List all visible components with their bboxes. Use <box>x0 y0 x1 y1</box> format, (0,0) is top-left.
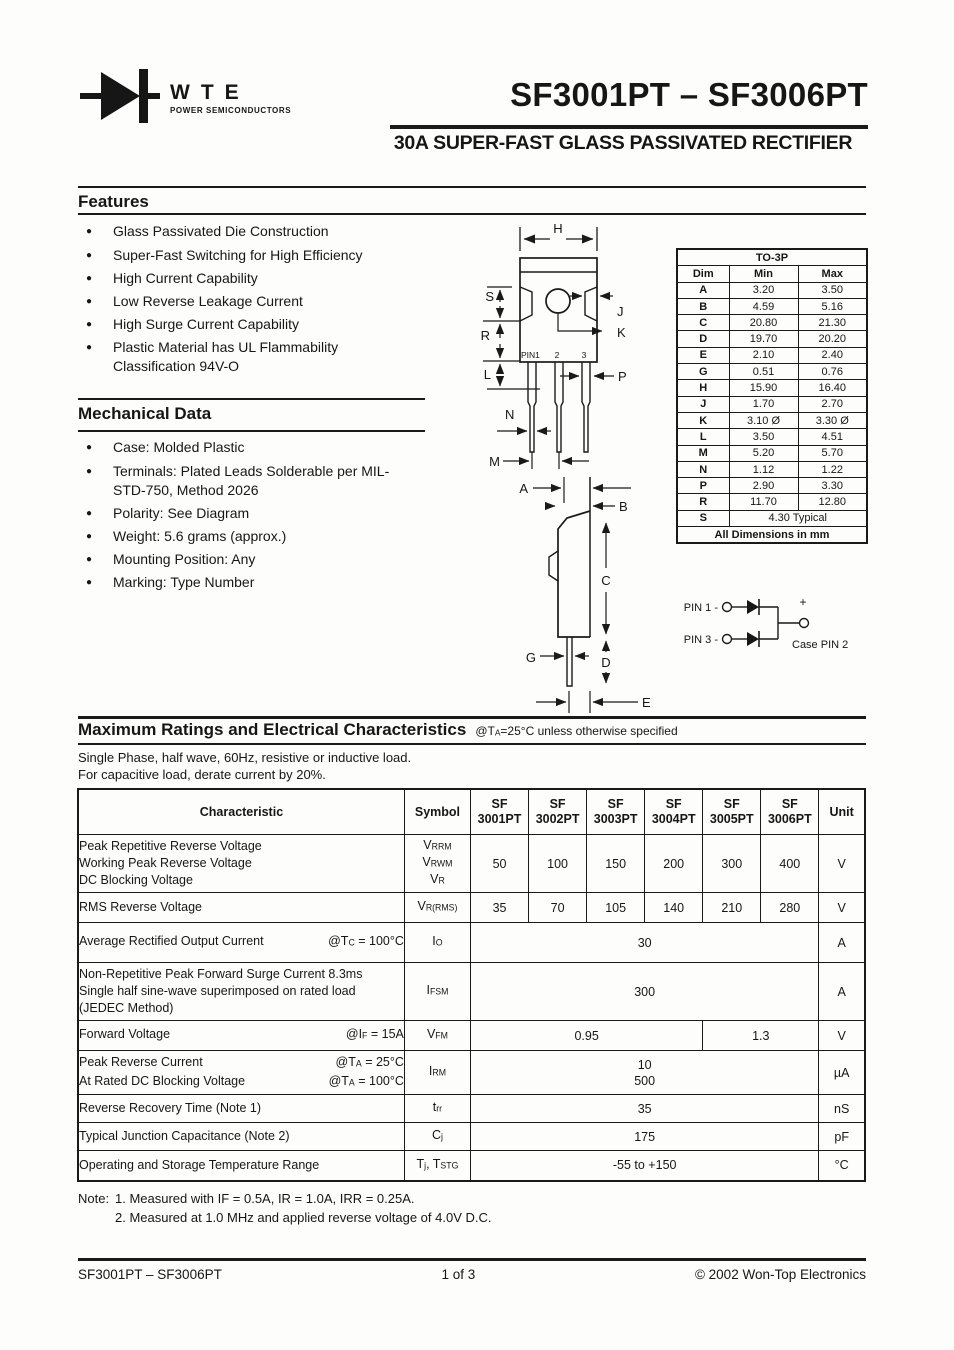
dim-min-cell: 1.12 <box>729 461 798 477</box>
symbol-cell <box>404 1051 470 1095</box>
dim-max-cell: 3.30 Ø <box>798 412 867 428</box>
value-line: 10 <box>637 1057 652 1072</box>
dim-typical-cell: 4.30 Typical <box>729 510 867 526</box>
ratings-heading-row <box>78 720 866 740</box>
characteristic-cell <box>78 1151 404 1181</box>
value-cell: 175 <box>470 1123 818 1151</box>
brand-name: WTE <box>170 81 250 104</box>
dim-label-n: N <box>505 407 515 422</box>
dim-table-row <box>677 380 867 396</box>
dim-max-cell: 16.40 <box>798 380 867 396</box>
symbol-text: trr <box>432 1100 443 1115</box>
value-cell: 140 <box>645 893 703 923</box>
schematic-pin3-label: PIN 3 - <box>683 634 718 646</box>
list-item-text: Weight: 5.6 grams (approx.) <box>113 528 287 544</box>
dim-max-cell: 21.30 <box>798 315 867 331</box>
dim-name-cell: K <box>677 412 729 428</box>
to3p-dimension-table <box>676 248 868 544</box>
dim-name-cell: C <box>677 315 729 331</box>
dim-table-footer: All Dimensions in mm <box>677 527 867 544</box>
value-cell: 400 <box>761 835 819 893</box>
dim-min-cell: 19.70 <box>729 331 798 347</box>
symbol-text: VR(RMS) <box>417 899 458 914</box>
page-subtitle: 30A SUPER-FAST GLASS PASSIVATED RECTIFIER <box>393 132 853 154</box>
dim-table-row <box>677 298 867 314</box>
dim-name-cell: A <box>677 282 729 298</box>
brand-logo <box>80 66 291 126</box>
characteristic-line <box>79 855 404 872</box>
dim-max-cell: 5.16 <box>798 298 867 314</box>
characteristic-text: Operating and Storage Temperature Range <box>79 1157 320 1172</box>
symbol-cell <box>404 963 470 1021</box>
dim-table-row <box>677 315 867 331</box>
list-item-text: Polarity: See Diagram <box>113 505 250 521</box>
unit-header: Unit <box>819 789 865 835</box>
characteristic-text: Forward Voltage <box>79 1027 171 1042</box>
dim-label-r: R <box>480 328 490 343</box>
symbol-text: Cj <box>431 1128 443 1143</box>
ratings-row <box>78 893 865 923</box>
test-condition: @TC = 100°C <box>328 934 404 949</box>
list-item <box>86 246 386 265</box>
unit-cell: pF <box>819 1123 865 1151</box>
list-item-text: Marking: Type Number <box>113 574 255 590</box>
dim-name-cell: B <box>677 298 729 314</box>
characteristic-text: Working Peak Reverse Voltage <box>79 856 252 870</box>
symbol-cell <box>404 1095 470 1123</box>
diode1-icon <box>747 600 759 614</box>
ratings-rule-bottom <box>78 743 866 745</box>
list-item-text: Plastic Material has UL Flammability Classification 94V-O <box>113 339 339 374</box>
max-col-header: Max <box>798 266 867 282</box>
dim-min-cell: 1.70 <box>729 396 798 412</box>
brand-tagline: POWER SEMICONDUCTORS <box>170 106 292 115</box>
title-divider <box>390 125 868 129</box>
features-heading: Features <box>78 192 149 211</box>
device-header-2: SF 3002PT <box>529 789 587 835</box>
notes-block <box>78 1190 491 1227</box>
characteristic-line <box>79 838 404 855</box>
ratings-header-row <box>78 789 865 835</box>
value-cell <box>470 1051 818 1095</box>
list-item <box>86 315 386 334</box>
list-item <box>86 573 406 592</box>
value-line: 500 <box>634 1073 656 1088</box>
page-footer <box>78 1267 866 1282</box>
dim-label-s: S <box>485 289 494 304</box>
package-outline-drawing <box>455 220 685 720</box>
min-col-header: Min <box>729 266 798 282</box>
ratings-heading: Maximum Ratings and Electrical Characteristics <box>78 720 467 739</box>
dim-table-footer-row <box>677 527 867 544</box>
symbol-text: Tj, TSTG <box>416 1156 459 1171</box>
characteristic-cell <box>78 893 404 923</box>
symbol-header: Symbol <box>404 789 470 835</box>
dim-name-cell: P <box>677 478 729 494</box>
value-cell: 35 <box>470 1095 818 1123</box>
value-cell: 210 <box>703 893 761 923</box>
dim-max-cell: 3.30 <box>798 478 867 494</box>
dim-table-row <box>677 510 867 526</box>
dim-name-cell: G <box>677 364 729 380</box>
dim-min-cell: 20.80 <box>729 315 798 331</box>
dim-min-cell: 4.59 <box>729 298 798 314</box>
unit-cell: V <box>819 1021 865 1051</box>
dim-table-row <box>677 282 867 298</box>
dim-min-cell: 3.10 Ø <box>729 412 798 428</box>
ratings-row <box>78 1021 865 1051</box>
dim-name-cell: H <box>677 380 729 396</box>
characteristic-line <box>79 1000 404 1017</box>
value-cell: 280 <box>761 893 819 923</box>
dim-min-cell: 2.10 <box>729 347 798 363</box>
value-cell: 70 <box>529 893 587 923</box>
dim-label-d: D <box>601 655 611 670</box>
bullet-icon: ● <box>86 226 93 237</box>
characteristic-line <box>79 1128 404 1145</box>
bullet-icon: ● <box>86 466 93 477</box>
diode2-icon <box>747 632 759 646</box>
dim-table-row <box>677 331 867 347</box>
unit-cell: nS <box>819 1095 865 1123</box>
list-item <box>86 338 386 376</box>
leg-3 <box>582 362 590 452</box>
dim-label-g: G <box>525 650 536 665</box>
characteristic-text: Peak Reverse Current <box>79 1054 203 1069</box>
dim-min-cell: 11.70 <box>729 494 798 510</box>
dim-table-row <box>677 445 867 461</box>
footer-page-number: 1 of 3 <box>441 1267 476 1282</box>
symbol-cell <box>404 923 470 963</box>
unit-cell: V <box>819 835 865 893</box>
ratings-row <box>78 963 865 1021</box>
features-list <box>86 222 386 380</box>
dim-name-cell: N <box>677 461 729 477</box>
ratings-row <box>78 1051 865 1095</box>
notes-items <box>115 1190 491 1227</box>
dim-label-b: B <box>619 499 628 514</box>
list-item-text: Glass Passivated Die Construction <box>113 223 329 239</box>
dim-name-cell: R <box>677 494 729 510</box>
value-cell: 200 <box>645 835 703 893</box>
mechanical-rule-top <box>78 398 425 400</box>
features-rule-bottom <box>78 213 866 215</box>
list-item-text: High Surge Current Capability <box>113 316 299 332</box>
test-condition: @TA = 25°C <box>335 1054 404 1069</box>
unit-cell: V <box>819 893 865 923</box>
mounting-hole <box>546 289 570 313</box>
plus-polarity-label: + <box>799 595 807 609</box>
dim-label-k: K <box>617 325 626 340</box>
characteristic-line <box>79 899 404 916</box>
characteristic-cell <box>78 1123 404 1151</box>
list-item <box>86 462 406 500</box>
value-cell: 50 <box>470 835 528 893</box>
dim-max-cell: 12.80 <box>798 494 867 510</box>
characteristic-text: At Rated DC Blocking Voltage <box>79 1073 246 1088</box>
dim-min-cell: 15.90 <box>729 380 798 396</box>
characteristic-cell <box>78 923 404 963</box>
symbol-text: IFSM <box>426 983 449 998</box>
symbol-cell <box>404 1021 470 1051</box>
characteristic-line <box>79 1073 404 1092</box>
characteristic-cell <box>78 835 404 893</box>
test-condition: @IF = 15A <box>345 1027 404 1042</box>
dim-table-row <box>677 461 867 477</box>
side-leg <box>567 637 572 686</box>
notes-label: Note: <box>78 1191 110 1206</box>
ratings-intro <box>78 749 411 783</box>
dim-table-row <box>677 347 867 363</box>
list-item <box>86 527 406 546</box>
footer-rule <box>78 1258 866 1261</box>
package-side-view <box>519 477 651 713</box>
mechanical-rule-bottom <box>78 430 425 432</box>
brand-text <box>170 82 291 115</box>
symbol-cell <box>404 1123 470 1151</box>
intro-line-2: For capacitive load, derate current by 20%. <box>78 767 326 782</box>
dim-label-m: M <box>489 454 500 469</box>
bullet-icon: ● <box>86 250 93 261</box>
package-front-view <box>481 221 627 469</box>
value-cell: 300 <box>470 963 818 1021</box>
dim-min-cell: 5.20 <box>729 445 798 461</box>
pin1-terminal <box>723 603 732 612</box>
schematic-pin1-label: PIN 1 - <box>683 602 718 614</box>
footer-part-number: SF3001PT – SF3006PT <box>78 1267 222 1282</box>
dim-label-h: H <box>553 221 563 236</box>
ratings-heading-note: @TA=25°C unless otherwise specified <box>475 724 678 738</box>
list-item-text: Super-Fast Switching for High Efficiency <box>113 247 363 263</box>
dim-max-cell: 2.70 <box>798 396 867 412</box>
diode-cathode-bar <box>139 69 148 123</box>
list-item <box>86 292 386 311</box>
symbol-text: VFM <box>426 1027 448 1042</box>
characteristic-line <box>79 872 404 889</box>
case-pin2-label: Case PIN 2 <box>792 639 849 651</box>
dim-table-row <box>677 364 867 380</box>
leg-1 <box>528 362 536 452</box>
mechanical-heading: Mechanical Data <box>78 404 212 423</box>
ratings-rule-top <box>78 716 866 719</box>
dim-label-e: E <box>642 695 651 710</box>
bullet-icon: ● <box>86 319 93 330</box>
symbol-text: VR <box>430 871 445 886</box>
device-header-1: SF 3001PT <box>470 789 528 835</box>
characteristic-line <box>79 1054 404 1073</box>
dim-table-row <box>677 429 867 445</box>
diode-logo-icon <box>80 66 162 126</box>
unit-cell: µA <box>819 1051 865 1095</box>
list-item-text: Terminals: Plated Leads Solderable per MIL-STD-750, Method 2026 <box>113 463 390 498</box>
side-boss <box>549 551 558 581</box>
value-cell: 150 <box>587 835 645 893</box>
dim-min-cell: 3.20 <box>729 282 798 298</box>
case-terminal <box>800 619 809 628</box>
dim-min-cell: 2.90 <box>729 478 798 494</box>
characteristic-text: (JEDEC Method) <box>79 1001 174 1015</box>
list-item <box>86 550 406 569</box>
dim-table-header-row <box>677 266 867 282</box>
list-item-text: Case: Molded Plastic <box>113 439 245 455</box>
dim-col-header: Dim <box>677 266 729 282</box>
intro-line-1: Single Phase, half wave, 60Hz, resistive or inductive load. <box>78 750 412 765</box>
characteristic-header: Characteristic <box>78 789 404 835</box>
dim-name-cell: D <box>677 331 729 347</box>
bullet-icon: ● <box>86 273 93 284</box>
test-condition: @TA = 100°C <box>328 1073 404 1088</box>
symbol-text: VRRM <box>423 838 452 853</box>
characteristic-text: RMS Reverse Voltage <box>79 900 202 914</box>
diode-anode-triangle <box>101 72 140 120</box>
dim-max-cell: 5.70 <box>798 445 867 461</box>
characteristic-text: Average Rectified Output Current <box>79 934 264 949</box>
dim-name-cell: S <box>677 510 729 526</box>
symbol-text: IRM <box>428 1064 446 1079</box>
characteristic-cell <box>78 1021 404 1051</box>
list-item <box>86 222 386 241</box>
characteristic-text: Reverse Recovery Time (Note 1) <box>79 1101 262 1115</box>
device-header-3: SF 3003PT <box>587 789 645 835</box>
value-cell: 1.3 <box>703 1021 819 1051</box>
list-item <box>86 438 406 457</box>
characteristic-cell <box>78 963 404 1021</box>
left-notch <box>520 287 532 321</box>
dim-max-cell: 1.22 <box>798 461 867 477</box>
characteristic-text: Typical Junction Capacitance (Note 2) <box>79 1129 290 1143</box>
symbol-cell <box>404 835 470 893</box>
bullet-icon: ● <box>86 342 93 353</box>
note-2: 2. Measured at 1.0 MHz and applied reverse voltage of 4.0V D.C. <box>115 1209 492 1225</box>
dim-label-p: P <box>618 369 627 384</box>
features-rule-top <box>78 186 866 188</box>
list-item-text: Low Reverse Leakage Current <box>113 293 303 309</box>
bullet-icon: ● <box>86 531 93 542</box>
mechanical-list <box>86 438 406 596</box>
device-header-5: SF 3005PT <box>703 789 761 835</box>
dim-max-cell: 4.51 <box>798 429 867 445</box>
pin3-terminal <box>723 635 732 644</box>
bullet-icon: ● <box>86 442 93 453</box>
list-item <box>86 269 386 288</box>
bullet-icon: ● <box>86 508 93 519</box>
dim-name-cell: J <box>677 396 729 412</box>
ratings-table <box>77 788 866 1182</box>
symbol-cell <box>404 893 470 923</box>
device-header-6: SF 3006PT <box>761 789 819 835</box>
value-cell: 35 <box>470 893 528 923</box>
pin-connection-schematic <box>670 580 870 655</box>
dim-table-title: TO-3P <box>677 249 867 266</box>
characteristic-line <box>79 1100 404 1117</box>
unit-cell: A <box>819 923 865 963</box>
pin3-label: 3 <box>581 350 587 360</box>
characteristic-line <box>79 1157 404 1174</box>
pin2-label: 2 <box>554 350 560 360</box>
symbol-text: VRWM <box>422 855 453 870</box>
page-title: SF3001PT – SF3006PT <box>510 76 868 113</box>
ratings-row <box>78 835 865 893</box>
unit-cell: °C <box>819 1151 865 1181</box>
side-body-outline <box>558 511 590 637</box>
dim-label-c: C <box>601 573 611 588</box>
list-item-text: High Current Capability <box>113 270 258 286</box>
characteristic-text: Non-Repetitive Peak Forward Surge Current 8.3ms <box>79 967 363 981</box>
symbol-text: IO <box>432 934 443 949</box>
pin1-label: PIN1 <box>521 350 540 360</box>
value-cell: 100 <box>529 835 587 893</box>
value-cell: 105 <box>587 893 645 923</box>
symbol-cell <box>404 1151 470 1181</box>
dim-table-row <box>677 396 867 412</box>
dim-table-title-row <box>677 249 867 266</box>
dim-max-cell: 2.40 <box>798 347 867 363</box>
ratings-row <box>78 1095 865 1123</box>
footer-copyright: © 2002 Won-Top Electronics <box>694 1267 866 1282</box>
note-1: 1. Measured with IF = 0.5A, IR = 1.0A, IRR = 0.25A. <box>115 1191 415 1206</box>
bullet-icon: ● <box>86 554 93 565</box>
characteristic-line <box>79 1026 404 1045</box>
dim-max-cell: 0.76 <box>798 364 867 380</box>
characteristic-cell <box>78 1051 404 1095</box>
value-cell: 300 <box>703 835 761 893</box>
bullet-icon: ● <box>86 296 93 307</box>
dim-max-cell: 3.50 <box>798 282 867 298</box>
characteristic-text: DC Blocking Voltage <box>79 873 193 887</box>
characteristic-line <box>79 983 404 1000</box>
dim-name-cell: L <box>677 429 729 445</box>
device-header-4: SF 3004PT <box>645 789 703 835</box>
dim-label-j: J <box>617 304 624 319</box>
dim-name-cell: M <box>677 445 729 461</box>
dim-name-cell: E <box>677 347 729 363</box>
value-cell: -55 to +150 <box>470 1151 818 1181</box>
bullet-icon: ● <box>86 577 93 588</box>
dim-min-cell: 3.50 <box>729 429 798 445</box>
characteristic-cell <box>78 1095 404 1123</box>
unit-cell: A <box>819 963 865 1021</box>
dim-table-row <box>677 478 867 494</box>
characteristic-line <box>79 933 404 952</box>
dim-table-row <box>677 412 867 428</box>
right-notch <box>585 287 597 321</box>
ratings-row <box>78 1123 865 1151</box>
characteristic-text: Single half sine-wave superimposed on rated load <box>79 984 356 998</box>
dim-label-a: A <box>519 481 528 496</box>
value-cell: 0.95 <box>470 1021 702 1051</box>
characteristic-text: Peak Repetitive Reverse Voltage <box>79 839 262 853</box>
dim-table-row <box>677 494 867 510</box>
list-item-text: Mounting Position: Any <box>113 551 256 567</box>
value-cell: 30 <box>470 923 818 963</box>
ratings-row <box>78 1151 865 1181</box>
ratings-row <box>78 923 865 963</box>
dim-max-cell: 20.20 <box>798 331 867 347</box>
dim-label-l: L <box>483 367 491 382</box>
characteristic-line <box>79 966 404 983</box>
list-item <box>86 504 406 523</box>
dim-min-cell: 0.51 <box>729 364 798 380</box>
